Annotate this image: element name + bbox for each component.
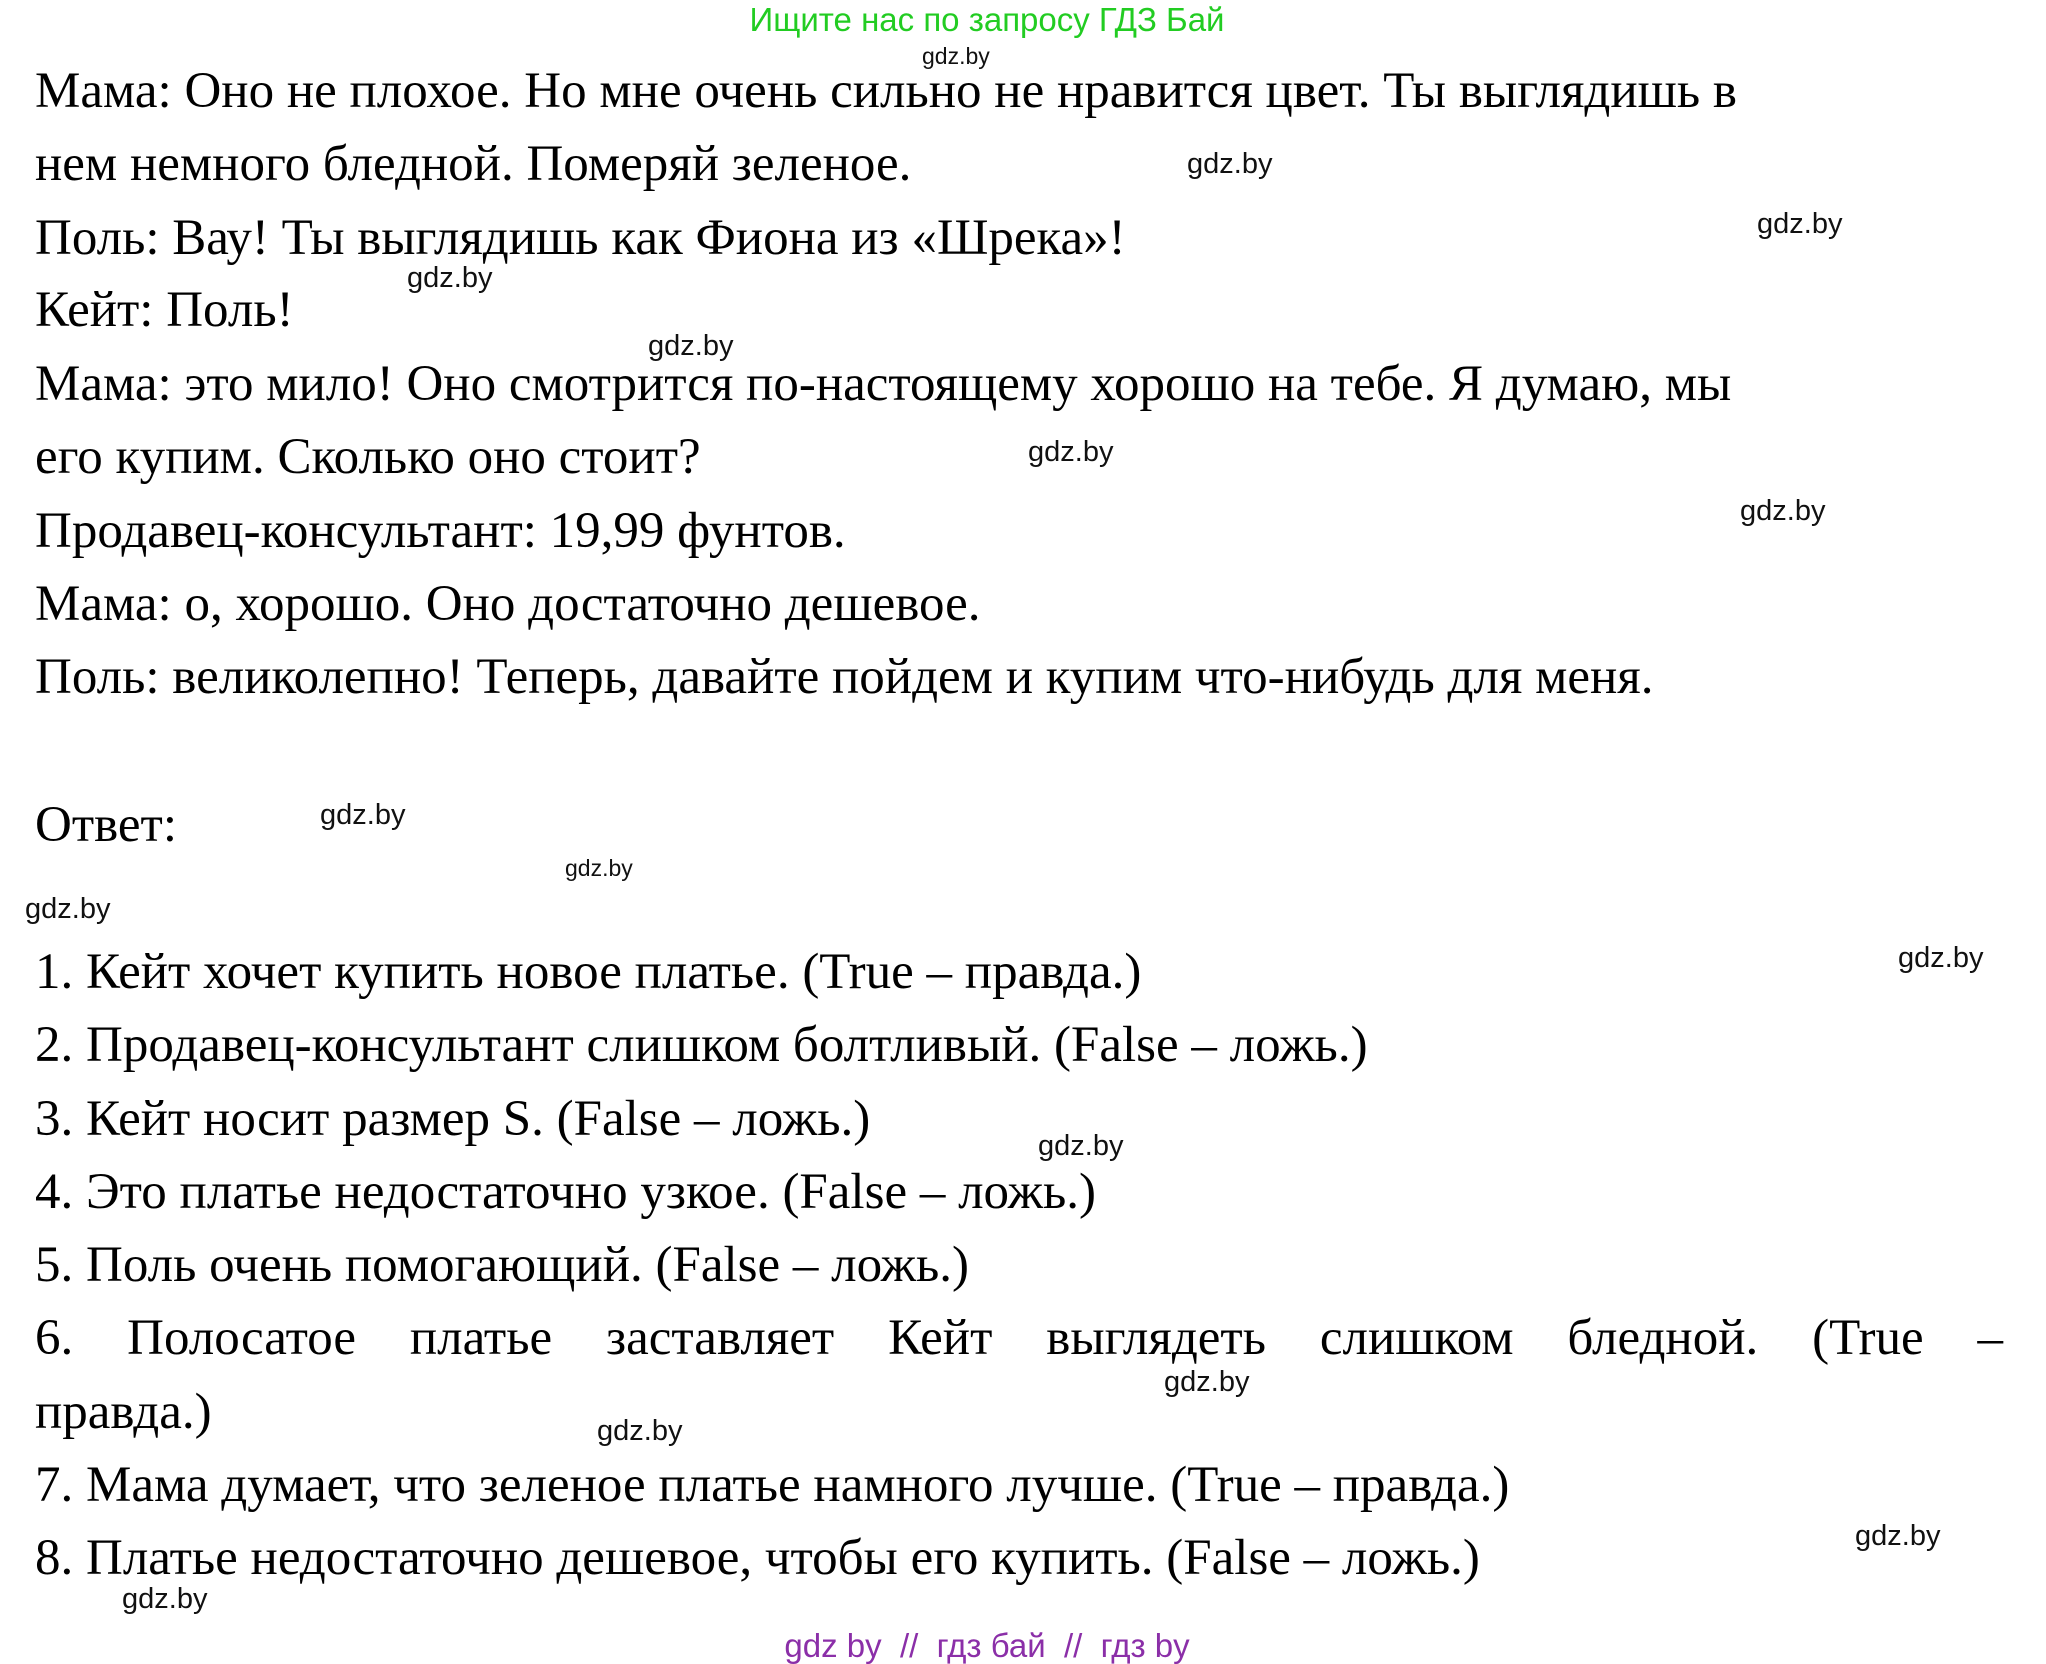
- dialogue-line-2: нем немного бледной. Померяй зеленое.: [35, 136, 912, 192]
- watermark: gdz.by: [922, 43, 990, 69]
- watermark: gdz.by: [1855, 1520, 1941, 1552]
- watermark: gdz.by: [1740, 495, 1826, 527]
- answer-item: 2. Продавец-консультант слишком болтливый. (False – ложь.): [35, 1017, 1368, 1073]
- watermark: gdz.by: [1898, 942, 1984, 974]
- dialogue-line-5: Мама: это мило! Оно смотрится по-настоящему хорошо на тебе. Я думаю, мы: [35, 356, 1732, 412]
- footer-links[interactable]: gdz by // гдз бай // гдз by: [784, 1627, 1190, 1664]
- watermark: gdz.by: [25, 893, 111, 925]
- watermark: gdz.by: [565, 855, 633, 881]
- watermark: gdz.by: [407, 262, 493, 294]
- watermark: gdz.by: [320, 799, 406, 831]
- search-hint-banner[interactable]: Ищите нас по запросу ГДЗ Бай: [749, 1, 1225, 38]
- dialogue-line-7: Продавец-консультант: 19,99 фунтов.: [35, 503, 846, 559]
- watermark: gdz.by: [1187, 148, 1273, 180]
- watermark: gdz.by: [122, 1583, 208, 1615]
- dialogue-line-6: его купим. Сколько оно стоит?: [35, 429, 701, 485]
- answer-item: 6. Полосатое платье заставляет Кейт выглядеть слишком бледной. (True –: [35, 1310, 2003, 1366]
- answer-item: 5. Поль очень помогающий. (False – ложь.): [35, 1237, 970, 1293]
- watermark: gdz.by: [1028, 436, 1114, 468]
- watermark: gdz.by: [648, 330, 734, 362]
- dialogue-line-3: Поль: Вау! Ты выглядишь как Фиона из «Шрека»!: [35, 210, 1126, 266]
- watermark: gdz.by: [1164, 1366, 1250, 1398]
- answer-item: 8. Платье недостаточно дешевое, чтобы его купить. (False – ложь.): [35, 1530, 1480, 1586]
- answer-item-continuation: правда.): [35, 1384, 212, 1440]
- answer-item: 4. Это платье недостаточно узкое. (False – ложь.): [35, 1164, 1096, 1220]
- dialogue-line-4: Кейт: Поль!: [35, 282, 294, 338]
- answer-item: 1. Кейт хочет купить новое платье. (True – правда.): [35, 944, 1142, 1000]
- watermark: gdz.by: [597, 1415, 683, 1447]
- dialogue-line-9: Поль: великолепно! Теперь, давайте пойдем и купим что-нибудь для меня.: [35, 649, 1654, 705]
- dialogue-line-8: Мама: о, хорошо. Оно достаточно дешевое.: [35, 576, 981, 632]
- dialogue-line-1: Мама: Оно не плохое. Но мне очень сильно не нравится цвет. Ты выглядишь в: [35, 63, 1738, 119]
- answer-heading: Ответ:: [35, 797, 177, 853]
- answer-item: 7. Мама думает, что зеленое платье намного лучше. (True – правда.): [35, 1457, 1510, 1513]
- watermark: gdz.by: [1757, 208, 1843, 240]
- answer-item: 3. Кейт носит размер S. (False – ложь.): [35, 1091, 871, 1147]
- watermark: gdz.by: [1038, 1130, 1124, 1162]
